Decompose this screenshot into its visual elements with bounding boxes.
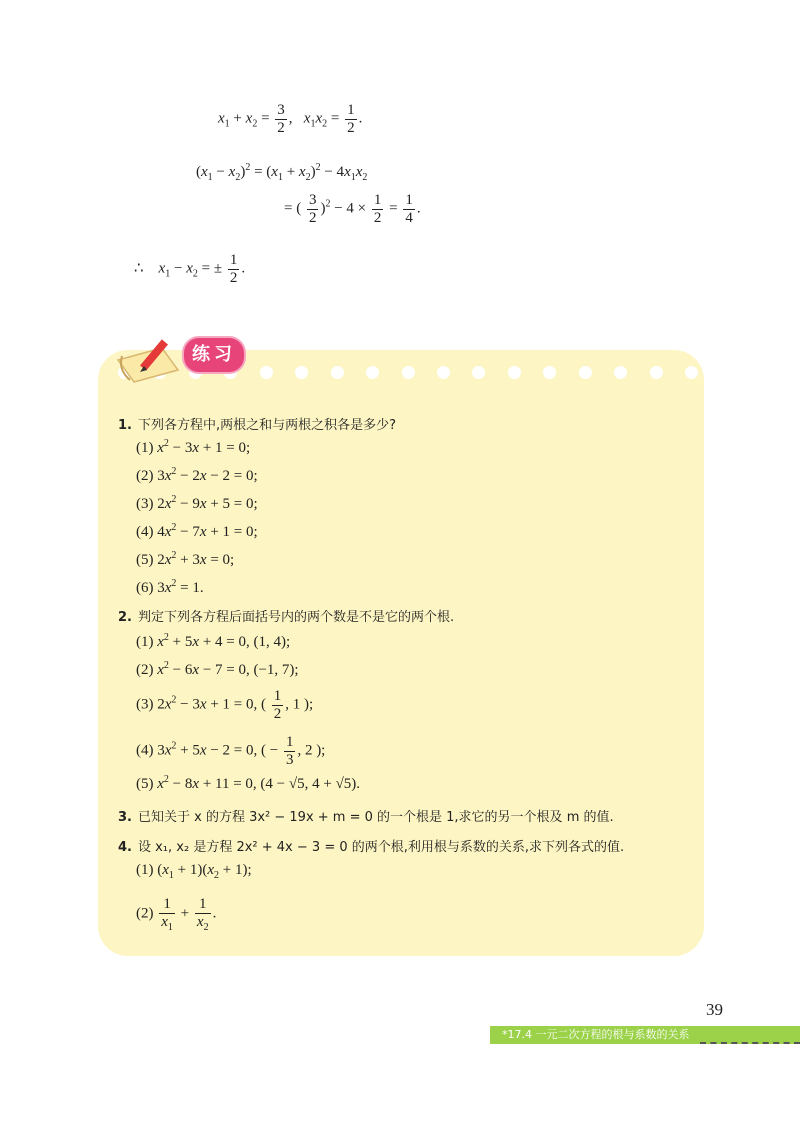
exercise-1-item-3: (3) $2x^2 - 9x + 5 = 0$;: [136, 494, 258, 512]
exercise-2-item-3: (3) $2x^2 - 3x + 1 = 0$, ( $\frac{1}{2}$ , 1 );: [136, 688, 314, 722]
exercise-1: 1. 下列各方程中,两根之和与两根之积各是多少?: [118, 418, 397, 433]
exercise-1-item-6: (6) $3x^2 = 1$.: [136, 578, 204, 596]
solution-line-1-render: $x_1 + x_2$ = $\frac{3}{2}$ , $x_1x_2$ = $\frac{1}{2}$ .: [218, 102, 363, 136]
exercise-1-item-4: (4) $4x^2 - 7x + 1 = 0$;: [136, 522, 258, 540]
exercise-2-item-1: (1) $x^2 + 5x + 4 = 0$, (1, 4);: [136, 632, 291, 650]
exercise-2-item-4: (4) $3x^2 + 5x - 2 = 0$, ( − $\frac{1}{3}$ , 2 );: [136, 734, 326, 768]
solution-line-3: = ( $\frac{3}{2}$ )$^2$ − 4 × $\frac{1}{2}$ = $\frac{1}{4}$ .: [284, 192, 421, 226]
exercise-2-item-2: (2) $x^2 - 6x - 7 = 0$, (−1, 7);: [136, 660, 299, 678]
exercise-4: 4. 设 x₁, x₂ 是方程 2x² + 4x − 3 = 0 的两个根,利用根与系数的关系,求下列各式的值.: [118, 840, 625, 855]
exercise-3: 3. 已知关于 x 的方程 3x² − 19x + m = 0 的一个根是 1,求它的另一个根及 m 的值.: [118, 810, 614, 825]
exercise-1-item-5: (5) $2x^2 + 3x = 0$;: [136, 550, 235, 568]
pencil-paper-icon: [110, 330, 190, 390]
solution-line-2: $(x_1 - x_2)^2 = (x_1 + x_2)^2 - 4x_1x_2$: [196, 162, 368, 183]
exercise-2-item-5: (5) $x^2 - 8x + 11 = 0$, (4 − √5, 4 + √5).: [136, 774, 361, 792]
exercise-2: 2. 判定下列各方程后面括号内的两个数是不是它的两个根.: [118, 610, 455, 625]
exercise-1-item-1: (1) $x^2 - 3x + 1 = 0$;: [136, 438, 251, 456]
practice-title: 练习: [182, 336, 246, 374]
exercise-1-item-2: (2) $3x^2 - 2x - 2 = 0$;: [136, 466, 258, 484]
solution-line-4: ∴ $x_1 - x_2$ = ± $\frac{1}{2}$ .: [134, 252, 246, 286]
page-number: 39: [706, 1000, 723, 1019]
section-footer: *17.4 一元二次方程的根与系数的关系: [490, 1026, 800, 1044]
exercise-4-item-2: (2) $\frac{1}{x_1}$ + $\frac{1}{x_2}$ .: [136, 896, 217, 933]
exercise-4-item-1: (1) $(x_1 + 1)(x_2 + 1)$;: [136, 862, 252, 881]
footer-dash: [700, 1042, 800, 1044]
